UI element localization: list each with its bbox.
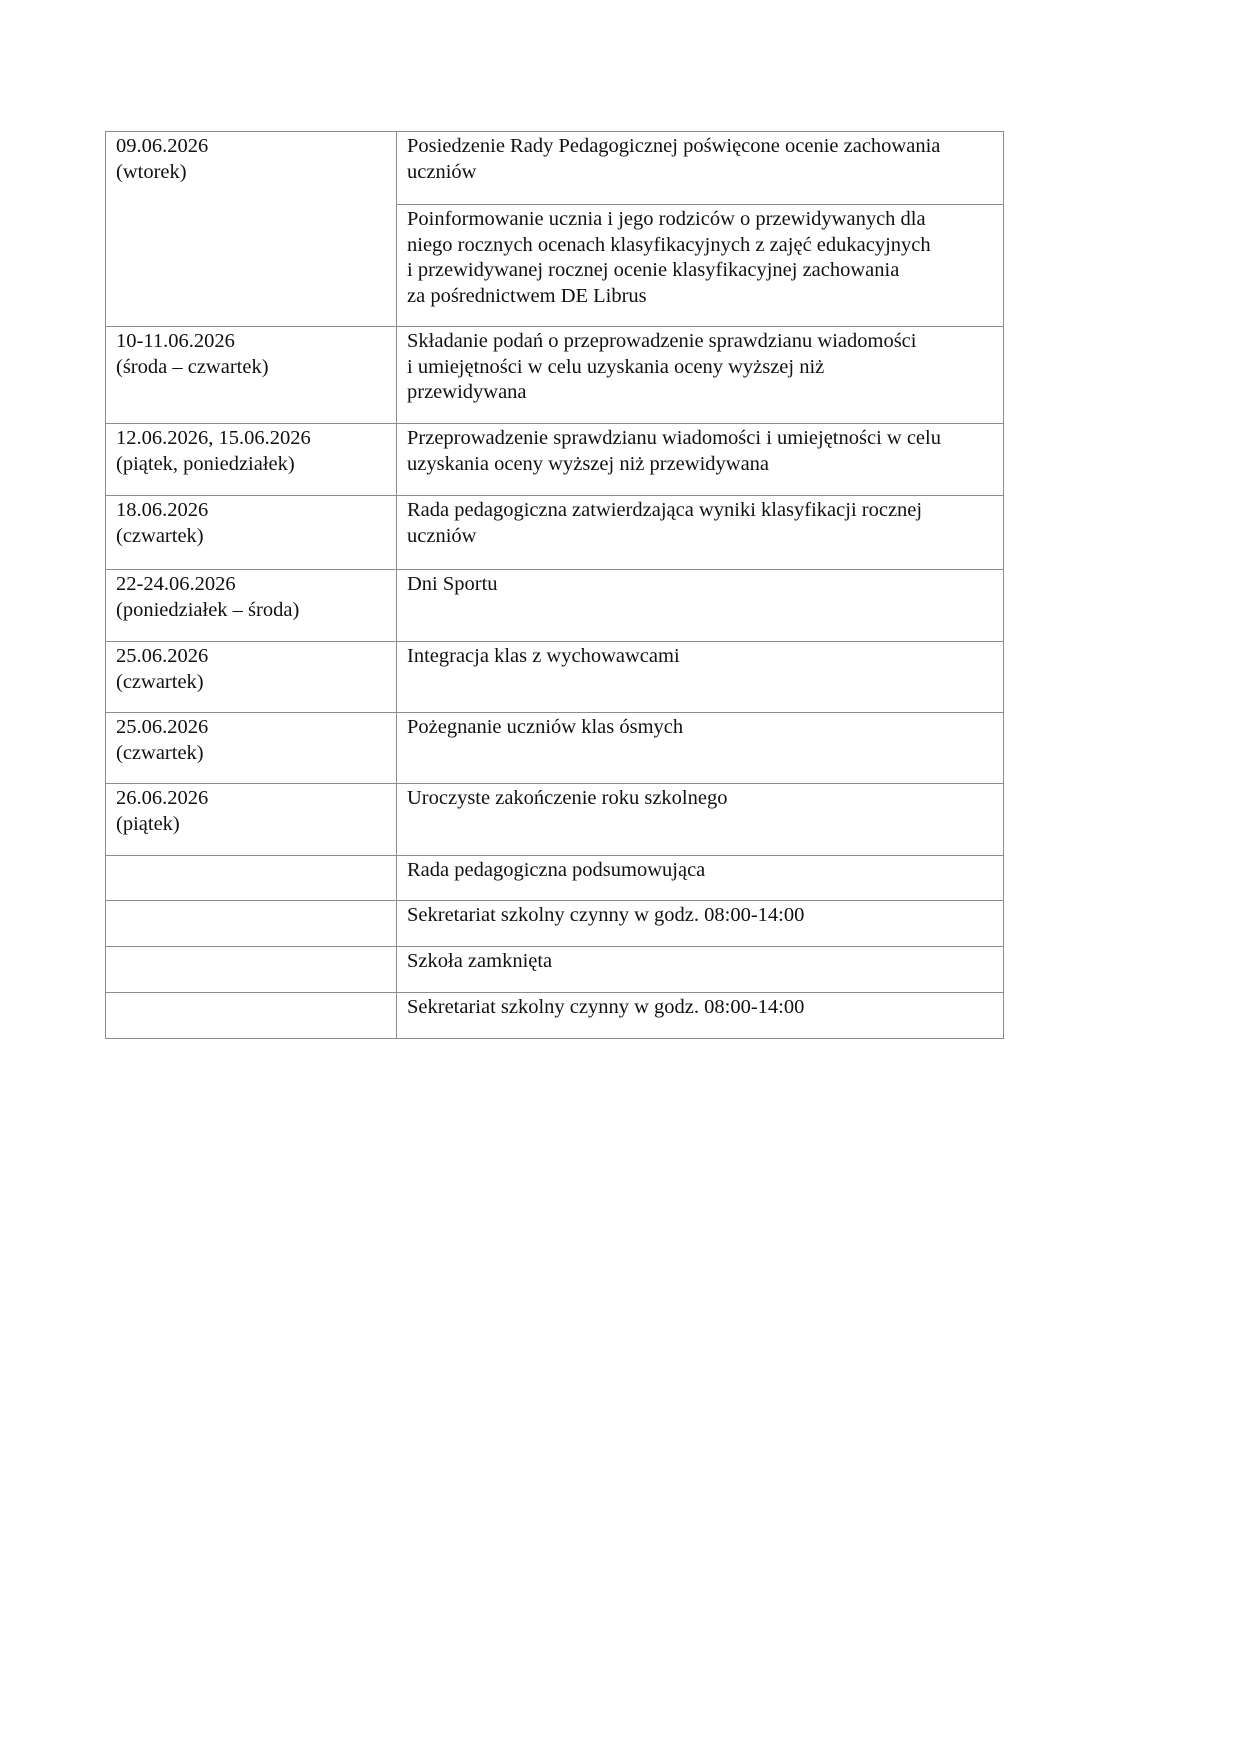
description-line: przewidywana: [407, 381, 527, 403]
event-description: [397, 570, 1003, 641]
event-date: 10-11.06.2026: [116, 330, 235, 352]
event-description: [397, 901, 1003, 946]
description-line: niego rocznych ocenach klasyfikacyjnych z zajęć edukacyjnych: [407, 233, 931, 256]
date-cell: [106, 327, 397, 423]
date-cell: [106, 784, 397, 855]
date-cell: [106, 642, 397, 712]
event-weekday: (wtorek): [116, 160, 187, 183]
table-row: [105, 569, 1004, 641]
date-cell: [106, 496, 397, 569]
event-description: [397, 496, 1003, 569]
date-cell: [106, 132, 397, 326]
table-row: [105, 946, 1004, 992]
event-weekday: (czwartek): [116, 670, 204, 693]
event-description: [397, 424, 1003, 495]
event-date: 25.06.2026: [116, 645, 209, 667]
event-weekday: (piątek): [116, 812, 180, 835]
date-cell: [106, 570, 397, 641]
event-description: [397, 327, 1003, 423]
event-date: 12.06.2026, 15.06.2026: [116, 427, 311, 449]
table-row: [105, 495, 1004, 569]
event-description: [397, 947, 1003, 992]
event-description: [397, 713, 1003, 783]
event-description: [397, 132, 1003, 204]
table-row: [105, 783, 1004, 855]
date-cell: [106, 947, 397, 992]
table-row: [105, 712, 1004, 783]
description-line: Dni Sportu: [407, 573, 498, 595]
date-cell: [106, 901, 397, 946]
table-row: [105, 641, 1004, 712]
description-line: Poinformowanie ucznia i jego rodziców o przewidywanych dla: [407, 208, 926, 230]
event-description: [397, 784, 1003, 855]
event-weekday: (poniedziałek – środa): [116, 598, 300, 621]
description-line: Rada pedagogiczna zatwierdzająca wyniki klasyfikacji rocznej: [407, 499, 923, 521]
description-line: Przeprowadzenie sprawdzianu wiadomości i umiejętności w celu: [407, 427, 941, 449]
description-line: uczniów: [407, 524, 477, 547]
table-row: [105, 423, 1004, 495]
description-line: Pożegnanie uczniów klas ósmych: [407, 716, 684, 738]
description-line: Sekretariat szkolny czynny w godz. 08:00-14:00: [407, 904, 805, 926]
schedule-table: [105, 131, 1004, 1039]
table-row: [105, 900, 1004, 946]
description-line: uczniów: [407, 160, 477, 183]
description-line: Rada pedagogiczna podsumowująca: [407, 859, 706, 881]
description-line: uzyskania oceny wyższej niż przewidywana: [407, 452, 770, 475]
description-line: Integracja klas z wychowawcami: [407, 645, 680, 667]
description-line: Sekretariat szkolny czynny w godz. 08:00-14:00: [407, 996, 805, 1018]
table-row: [105, 855, 1004, 900]
event-description: [397, 642, 1003, 712]
event-weekday: (środa – czwartek): [116, 355, 269, 378]
table-row: [105, 131, 1004, 326]
table-row: [105, 326, 1004, 423]
date-cell: [106, 856, 397, 900]
date-cell: [106, 993, 397, 1038]
event-date: 25.06.2026: [116, 716, 209, 738]
description-line: Składanie podań o przeprowadzenie sprawdzianu wiadomości: [407, 330, 917, 352]
date-cell: [106, 713, 397, 783]
event-weekday: (czwartek): [116, 741, 204, 764]
event-weekday: (czwartek): [116, 524, 204, 547]
date-cell: [106, 424, 397, 495]
event-date: 18.06.2026: [116, 499, 209, 521]
event-date: 22-24.06.2026: [116, 573, 236, 595]
event-description: [397, 993, 1003, 1038]
event-description: [397, 204, 1003, 326]
description-line: i umiejętności w celu uzyskania oceny wyższej niż: [407, 355, 825, 378]
description-line: za pośrednictwem DE Librus: [407, 284, 647, 307]
table-row: [105, 992, 1004, 1039]
event-date: 26.06.2026: [116, 787, 209, 809]
description-line: i przewidywanej rocznej ocenie klasyfikacyjnej zachowania: [407, 259, 900, 281]
event-description: [397, 856, 1003, 900]
description-line: Posiedzenie Rady Pedagogicznej poświęcone ocenie zachowania: [407, 135, 941, 157]
description-line: Szkoła zamknięta: [407, 950, 553, 972]
description-line: Uroczyste zakończenie roku szkolnego: [407, 787, 728, 809]
event-date: 09.06.2026: [116, 135, 209, 157]
event-weekday: (piątek, poniedziałek): [116, 452, 295, 475]
